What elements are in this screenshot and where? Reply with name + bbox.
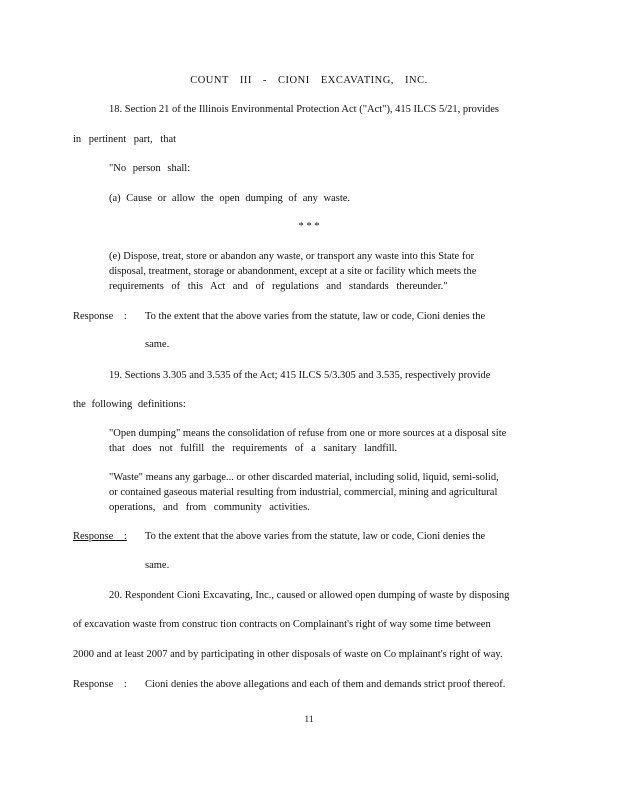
definition-waste-line1: "Waste" means any garbage... or other discarded material, including solid, liquid, semi-solid, [109, 472, 499, 483]
response-19-line1: To the extent that the above varies from the statute, law or code, Cioni denies the [145, 531, 486, 542]
response-label: Response : [73, 679, 127, 690]
p20-line1: 20. Respondent Cioni Excavating, Inc., caused or allowed open dumping of waste by disposing [109, 590, 510, 601]
response-label: Response : [73, 531, 127, 542]
definition-open-dumping-line2: that does not fulfill the requirements of a sanitary landfill. [109, 443, 398, 454]
quote-e-line1: (e) Dispose, treat, store or abandon any waste, or transport any waste into this State for [109, 251, 475, 262]
quote-a: (a) Cause or allow the open dumping of any waste. [109, 193, 351, 204]
response-label: Response : [73, 311, 127, 322]
p20-line2: of excavation waste from construc tion contracts on Complainant's right of way some time between [73, 619, 491, 630]
response-19-line2: same. [145, 560, 170, 571]
definition-open-dumping-line1: "Open dumping" means the consolidation of refuse from one or more sources at a disposal site [109, 428, 507, 439]
p19-line2: the following definitions: [73, 399, 186, 410]
p20-line3: 2000 and at least 2007 and by participating in other disposals of waste on Co mplainant's right of way. [73, 649, 503, 660]
quote-e-line3: requirements of this Act and of regulations and standards thereunder." [109, 281, 448, 292]
definition-waste-line3: operations, and from community activities. [109, 502, 310, 513]
quote-e-line2: disposal, treatment, storage or abandonment, except at a site or facility which meets the [109, 266, 477, 277]
asterisks: * * * [298, 221, 320, 232]
response-20-line1: Cioni denies the above allegations and each of them and demands strict proof thereof. [145, 679, 506, 690]
response-18-line2: same. [145, 339, 170, 350]
response-18-line1: To the extent that the above varies from the statute, law or code, Cioni denies the [145, 311, 486, 322]
p18-line1: 18. Section 21 of the Illinois Environmental Protection Act ("Act"), 415 ILCS 5/21, provides [109, 104, 500, 115]
p19-line1: 19. Sections 3.305 and 3.535 of the Act; 415 ILCS 5/3.305 and 3.535, respectively provide [109, 370, 491, 381]
page-number: 11 [304, 715, 314, 725]
p18-line2: in pertinent part, that [73, 134, 177, 145]
definition-waste-line2: or contained gaseous material resulting from industrial, commercial, mining and agricultural [109, 487, 498, 498]
quote-open: "No person shall: [109, 163, 191, 174]
section-heading: COUNT III - CIONI EXCAVATING, INC. [190, 75, 428, 86]
